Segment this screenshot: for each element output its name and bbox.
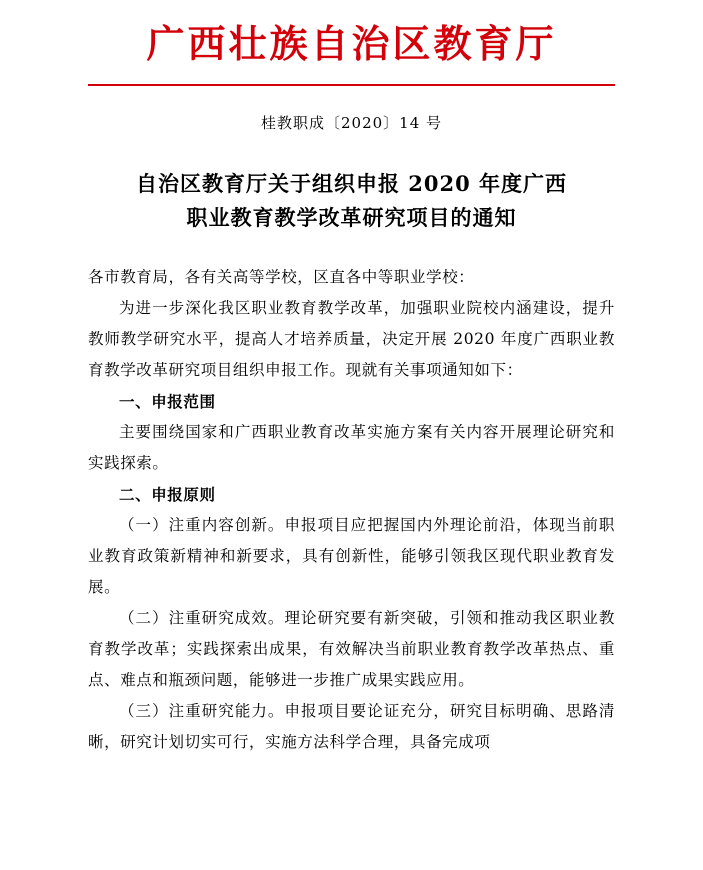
paragraph-intro: 为进一步深化我区职业教育教学改革，加强职业院校内涵建设，提升教师教学研究水平，提高人才培养质量，决定开展 2020 年度广西职业教育教学改革研究项目组织申报工作。现就有关事项通知如下： [88, 298, 615, 379]
document-title-line-2: 职业教育教学改革研究项目的通知 [186, 205, 517, 231]
paragraph-salutation: 各市教育局，各有关高等学校，区直各中等职业学校： [88, 267, 475, 286]
paragraph-principle-1: （一）注重内容创新。申报项目应把握国内外理论前沿，体现当前职业教育政策新精神和新要求，具有创新性，能够引领我区现代职业教育发展。 [88, 515, 615, 596]
document-title-line-1: 自治区教育厅关于组织申报 2020 年度广西 [135, 170, 568, 196]
masthead-divider [88, 84, 615, 86]
section-heading-scope: 一、申报范围 [119, 391, 216, 411]
document-body [88, 262, 615, 758]
masthead-title: 广西壮族自治区教育厅 [146, 21, 557, 66]
paragraph-principle-2: （二）注重研究成效。理论研究要有新突破，引领和推动我区职业教育教学改革；实践探索出成果，有效解决当前职业教育教学改革热点、重点、难点和瓶颈问题，能够进一步推广成果实践应用。 [88, 608, 615, 689]
paragraph-scope-body: 主要围绕国家和广西职业教育改革实施方案有关内容开展理论研究和实践探索。 [88, 422, 615, 472]
document-number: 桂教职成〔2020〕14 号 [260, 113, 443, 132]
document-title [88, 167, 615, 236]
paragraph-principle-3: （三）注重研究能力。申报项目要论证充分，研究目标明确、思路清晰，研究计划切实可行，实施方法科学合理，具备完成项 [88, 701, 615, 751]
masthead [88, 0, 615, 86]
section-heading-principles: 二、申报原则 [119, 484, 216, 504]
